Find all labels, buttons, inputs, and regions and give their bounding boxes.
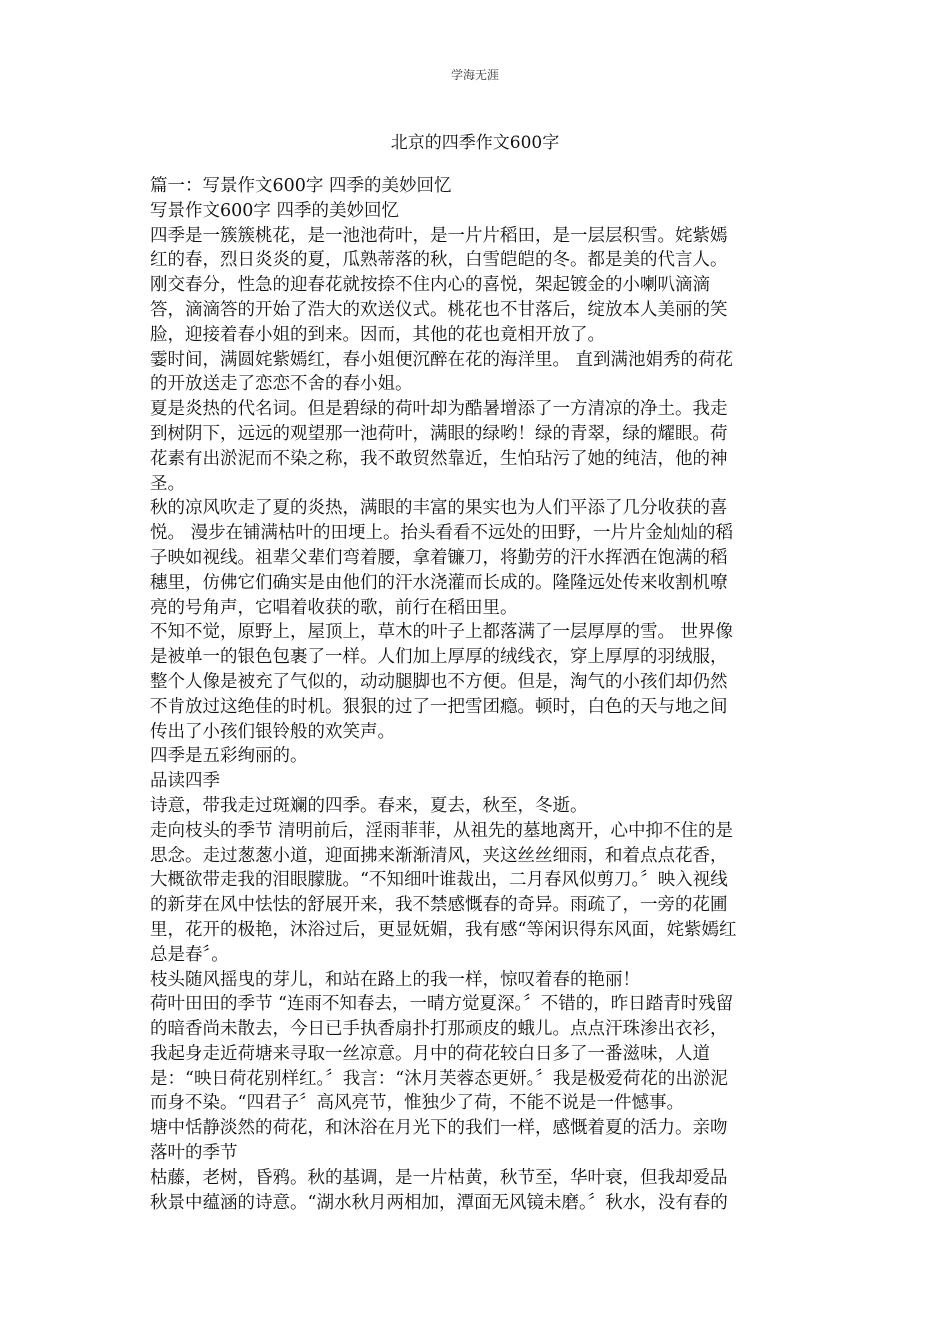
text-line: 不知不觉，原野上，屋顶上，草木的叶子上都落满了一层厚厚的雪。 世界像: [150, 622, 734, 643]
text-line: 四季是五彩绚丽的。: [150, 746, 308, 767]
text-line: 篇一：写景作文600字 四季的美妙回忆: [150, 176, 452, 196]
text-line: 悦。 漫步在铺满枯叶的田埂上。抬头看看不远处的田野，一片片金灿灿的稻: [150, 523, 734, 544]
text-line: 枝头随风摇曳的芽儿，和站在路上的我一样，惊叹着春的艳丽！: [150, 969, 640, 990]
text-line: 夏是炎热的代名词。但是碧绿的荷叶却为酷暑增添了一方清凉的净土。我走: [150, 399, 728, 420]
text-line: 整个人像是被充了气似的，动动腿脚也不方便。但是，淘气的小孩们却仍然: [150, 671, 728, 692]
text-line: 总是春〞。: [150, 944, 229, 965]
text-line: 花素有出淤泥而不染之称，我不敢贸然靠近，生怕玷污了她的纯洁，他的神: [150, 448, 728, 469]
text-line: 传出了小孩们银铃般的欢笑声。: [150, 721, 395, 742]
text-line: 穗里，仿佛它们确实是由他们的汗水浇灌而长成的。隆隆远处传来收割机嘹: [150, 572, 728, 593]
text-line: 到树阴下，远远的观望那一池荷叶，满眼的绿哟！绿的青翠，绿的耀眼。荷: [150, 423, 728, 444]
text-line: 落叶的季节: [150, 1143, 238, 1164]
text-line: 而身不染。“四君子〞高风亮节，惟独少了荷，不能不说是一件憾事。: [150, 1093, 684, 1114]
text-line: 诗意，带我走过斑斓的四季。春来，夏去，秋至，冬逝。: [150, 795, 588, 816]
text-line: 塘中恬静淡然的荷花，和沐浴在月光下的我们一样，感慨着夏的活力。亲吻: [150, 1118, 728, 1139]
text-line: 走向枝头的季节 清明前后，淫雨菲菲，从祖先的墓地离开，心中抑不住的是: [150, 820, 734, 841]
text-line: 亮的号角声，它唱着收获的歌，前行在稻田里。: [150, 597, 518, 618]
document-body: [150, 174, 796, 1215]
text-line: 子映如视线。祖辈父辈们弯着腰，拿着镰刀，将勤劳的汗水挥洒在饱满的稻: [150, 547, 728, 568]
text-line: 思念。走过葱葱小道，迎面拂来渐渐清风，夹这丝丝细雨，和着点点花香，: [150, 845, 728, 866]
text-line: 是：“映日荷花别样红。〞我言：“沐月芙蓉态更妍。〞我是极爱荷花的出淤泥: [150, 1068, 728, 1089]
text-line: 不肯放过这绝佳的时机。狠狠的过了一把雪团瘾。顿时，白色的天与地之间: [150, 696, 728, 717]
page-header: 学海无涯: [450, 68, 499, 82]
text-line: 大概欲带走我的泪眼朦胧。“不知细叶谁裁出，二月春风似剪刀。〞映入视线: [150, 870, 728, 891]
text-line: 写景作文600字 四季的美妙回忆: [150, 200, 399, 221]
text-line: 秋的凉风吹走了夏的炎热，满眼的丰富的果实也为人们平添了几分收获的喜: [150, 498, 728, 519]
text-line: 霎时间，满圆姹紫嫣红，春小姐便沉醉在花的海洋里。 直到满池娟秀的荷花: [150, 349, 734, 370]
text-line: 圣。: [150, 473, 185, 494]
text-line: 的开放送走了恋恋不舍的春小姐。: [150, 374, 413, 395]
text-line: 答，滴滴答的开始了浩大的欢送仪式。桃花也不甘落后，绽放本人美丽的笑: [150, 299, 728, 320]
text-line: 品读四季: [150, 771, 220, 792]
text-line: 是被单一的银色包裹了一样。人们加上厚厚的绒线衣，穿上厚厚的羽绒服，: [150, 647, 728, 668]
text-line: 的新芽在风中怯怯的舒展开来，我不禁感慨春的奇异。雨疏了，一旁的花圃: [150, 895, 728, 916]
text-line: 秋景中蕴涵的诗意。“湖水秋月两相加，潭面无风镜未磨。〞秋水，没有春的: [150, 1192, 728, 1213]
text-line: 枯藤，老树，昏鸦。秋的基调，是一片枯黄，秋节至，华叶衰，但我却爱品: [150, 1167, 728, 1188]
text-line: 脸，迎接着春小姐的到来。因而，其他的花也竟相开放了。: [150, 324, 605, 345]
text-line: 里，花开的极艳，沐浴过后，更显妩媚，我有感“等闲识得东风面，姹紫嫣红: [150, 919, 737, 940]
text-line: 我起身走近荷塘来寻取一丝凉意。月中的荷花较白日多了一番滋味，人道: [150, 1043, 710, 1064]
document-title: 北京的四季作文600字: [390, 133, 560, 153]
text-line: 刚交春分，性急的迎春花就按捺不住内心的喜悦，架起镀金的小喇叭滴滴: [150, 275, 710, 296]
text-line: 红的春，烈日炎炎的夏，瓜熟蒂落的秋，白雪皑皑的冬。都是美的代言人。: [150, 250, 728, 271]
text-line: 四季是一簇簇桃花，是一池池荷叶，是一片片稻田，是一层层积雪。姹紫嫣: [150, 225, 728, 246]
text-line: 的暗香尚未散去，今日已手执香扇扑打那顽皮的蛾儿。点点汗珠渗出衣衫，: [150, 1019, 728, 1040]
text-line: 荷叶田田的季节 “连雨不知春去，一晴方觉夏深。〞不错的，昨日踏青时残留: [150, 994, 734, 1015]
